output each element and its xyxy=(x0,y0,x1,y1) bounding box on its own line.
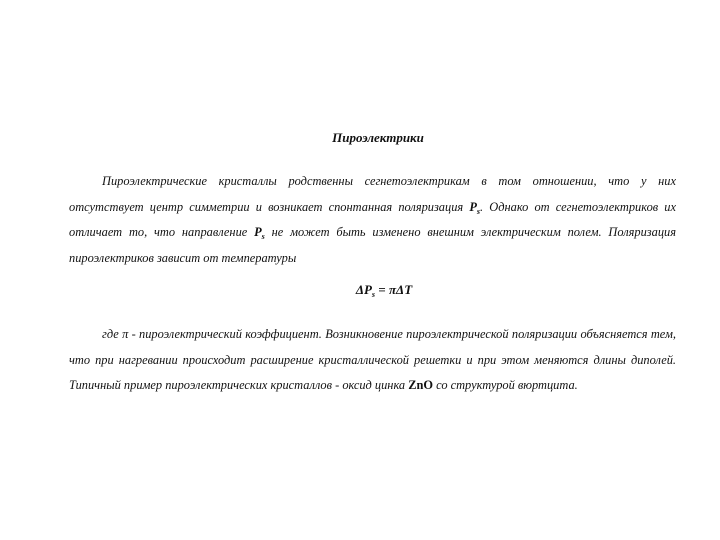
paragraph-text: Пироэлектрические кристаллы родственны сегнетоэлектрикам в том отношении, что у них отсутствует центр симметрии и возникает спонтанная поляризация xyxy=(69,174,676,214)
pyroelectric-formula xyxy=(0,282,720,298)
polarization-letter: P xyxy=(254,225,262,239)
formula-lhs: ΔP xyxy=(355,282,372,297)
polarization-subscript: s xyxy=(261,232,265,241)
paragraph-explanation xyxy=(69,322,676,399)
polarization-subscript: s xyxy=(476,206,481,216)
paragraph-definition xyxy=(69,169,676,271)
formula-rhs: = πΔT xyxy=(375,282,413,297)
paragraph-text: где π - пироэлектрический коэффициент. Возникновение пироэлектрической поляризации объясняется тем, что при нагревании происходит расширение кристаллической решетки и при этом меняются длины диполей. Типичный пример пироэлектрических кристаллов - оксид цинка xyxy=(69,327,676,392)
compound-formula: ZnO xyxy=(408,378,434,392)
formula-subscript: s xyxy=(371,290,376,299)
polarization-symbol xyxy=(469,200,480,214)
paragraph-text: . Однако от сегнетоэлектриков их отличает то, что направление xyxy=(69,199,676,239)
polarization-symbol xyxy=(254,225,265,239)
document-title: Пироэлектрики xyxy=(332,130,424,145)
paragraph-text: не может быть изменено внешним электрическим полем. Поляризация пироэлектриков зависит от температуры xyxy=(69,225,676,265)
paragraph-text: со структурой вюртцита. xyxy=(433,378,578,392)
polarization-letter: P xyxy=(469,199,477,214)
